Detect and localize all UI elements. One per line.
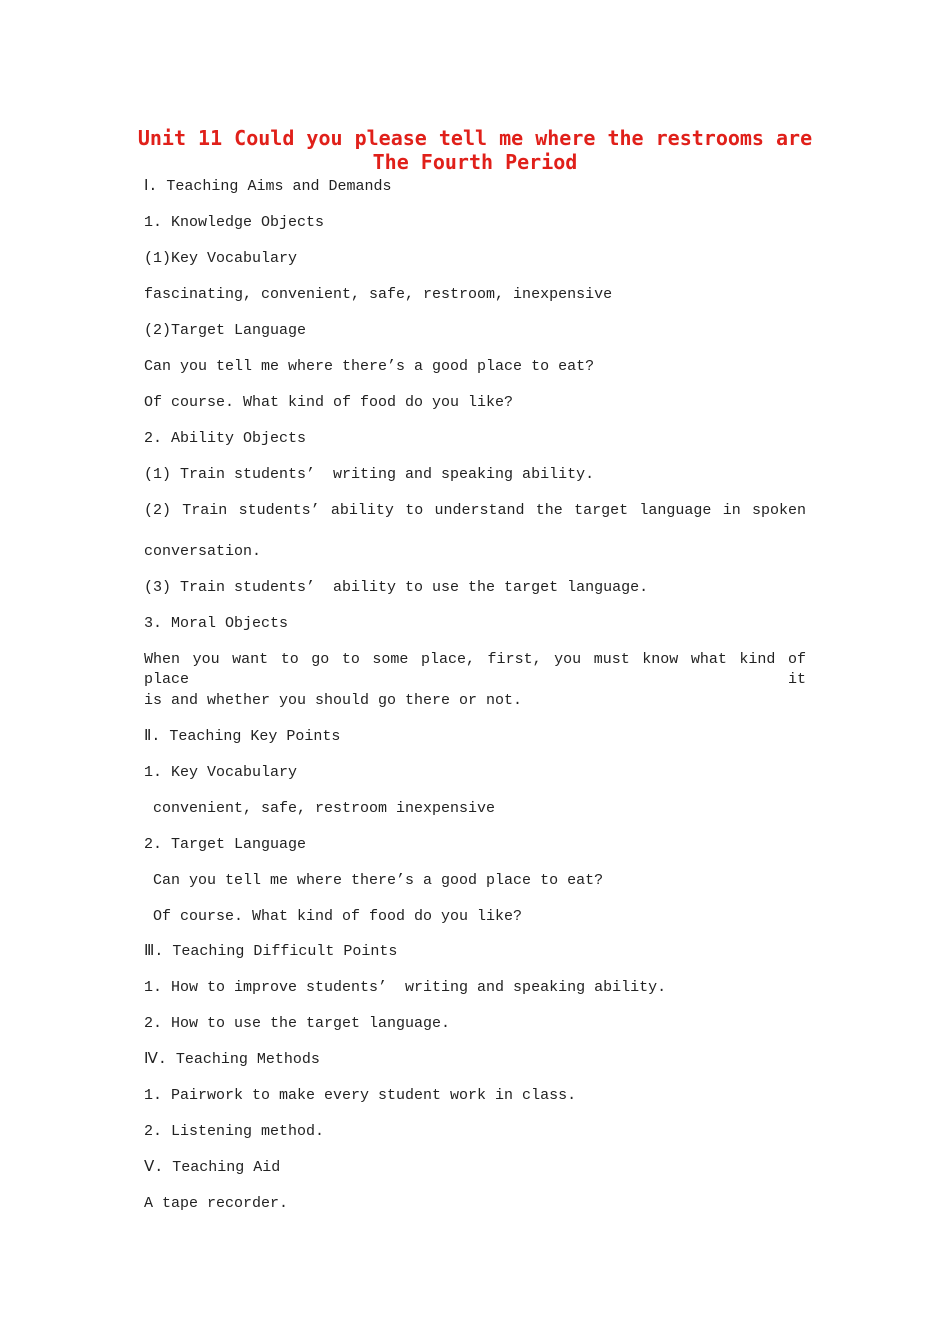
subheading-ability-objects: 2. Ability Objects <box>144 430 307 447</box>
vocabulary-list: convenient, safe, restroom inexpensive <box>144 800 496 817</box>
subheading-target-language: (2)Target Language <box>144 322 307 339</box>
document-title: Unit 11 Could you please tell me where the restrooms are <box>137 126 813 150</box>
ability-item: (1) Train students’ writing and speaking ability. <box>144 466 595 483</box>
target-sentence: Can you tell me where there’s a good place to eat? <box>144 358 595 375</box>
vocabulary-list: fascinating, convenient, safe, restroom, inexpensive <box>144 286 613 303</box>
subheading-moral-objects: 3. Moral Objects <box>144 615 289 632</box>
subheading-key-vocabulary: (1)Key Vocabulary <box>144 250 298 267</box>
target-sentence: Of course. What kind of food do you like? <box>144 394 514 411</box>
ability-item: (3) Train students’ ability to use the target language. <box>144 579 649 596</box>
moral-objects-text-continued: is and whether you should go there or not. <box>144 692 523 709</box>
moral-objects-text: When you want to go to some place, first, you must know what kind of place it <box>144 651 806 688</box>
section-heading-teaching-aid: Ⅴ. Teaching Aid <box>144 1159 281 1176</box>
difficult-point-item: 2. How to use the target language. <box>144 1015 451 1032</box>
method-item: 1. Pairwork to make every student work in class. <box>144 1087 577 1104</box>
teaching-aid-text: A tape recorder. <box>144 1195 289 1212</box>
section-heading-key-points: Ⅱ. Teaching Key Points <box>144 728 341 745</box>
subheading-target-language: 2. Target Language <box>144 836 307 853</box>
target-sentence: Of course. What kind of food do you like? <box>144 908 523 925</box>
section-heading-difficult-points: Ⅲ. Teaching Difficult Points <box>144 943 398 960</box>
ability-item-continued: conversation. <box>144 543 262 560</box>
subheading-knowledge-objects: 1. Knowledge Objects <box>144 214 325 231</box>
section-heading-methods: Ⅳ. Teaching Methods <box>144 1051 320 1068</box>
section-heading-aims: Ⅰ. Teaching Aims and Demands <box>144 178 392 195</box>
difficult-point-item: 1. How to improve students’ writing and speaking ability. <box>144 979 667 996</box>
document-subtitle: The Fourth Period <box>372 150 578 174</box>
subheading-key-vocabulary: 1. Key Vocabulary <box>144 764 298 781</box>
method-item: 2. Listening method. <box>144 1123 325 1140</box>
ability-item: (2) Train students’ ability to understand the target language in spoken <box>144 502 806 519</box>
target-sentence: Can you tell me where there’s a good place to eat? <box>144 872 604 889</box>
